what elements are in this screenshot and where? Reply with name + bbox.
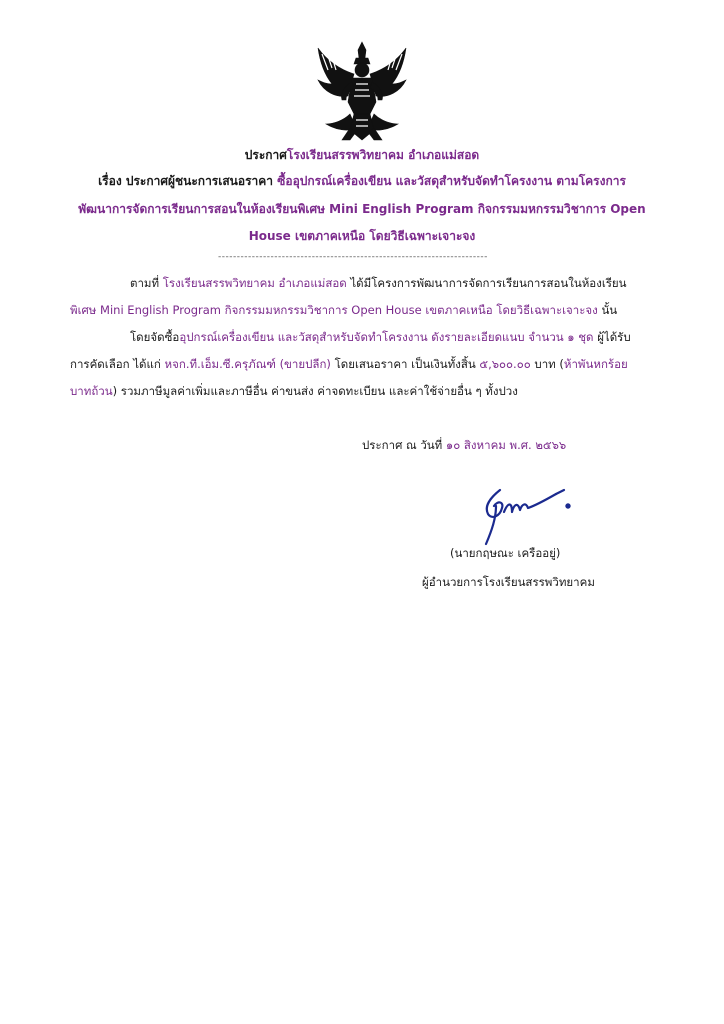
signature-icon: [470, 484, 580, 548]
date-label: ประกาศ ณ วันที่: [362, 438, 443, 452]
price-amount: ๕,๖๐๐.๐๐: [479, 357, 531, 371]
body-text: ตามที่: [130, 276, 160, 290]
body-item-detail: อุปกรณ์เครื่องเขียน และวัสดุสำหรับจัดทำโครงงาน ดังรายละเอียดแนบ จำนวน ๑ ชุด: [179, 330, 594, 344]
price-in-words-end: บาทถ้วน: [70, 384, 113, 398]
subject-line-3: House เขตภาคเหนือ โดยวิธีเฉพาะเจาะจง: [248, 229, 476, 243]
body-text: ) รวมภาษีมูลค่าเพิ่มและภาษีอื่น ค่าขนส่ง ค่าจดทะเบียน และค่าใช้จ่ายอื่น ๆ ทั้งปวง: [112, 384, 518, 398]
body-project-name: พิเศษ Mini English Program กิจกรรมมหกรรมวิชาการ Open House เขตภาคเหนือ โดยวิธีเฉพาะเจาะจง: [70, 303, 598, 317]
school-name: โรงเรียนสรรพวิทยาคม อำเภอแม่สอด: [286, 148, 480, 162]
price-in-words: ห้าพันหกร้อย: [563, 357, 628, 371]
announcement-date: ๑๐ สิงหาคม พ.ศ. ๒๕๖๖: [445, 438, 567, 452]
signatory-position: ผู้อำนวยการโรงเรียนสรรพวิทยาคม: [422, 575, 595, 589]
subject-detail: ซื้ออุปกรณ์เครื่องเขียน และวัสดุสำหรับจัดทำโครงงาน ตามโครงการ: [277, 174, 626, 188]
subject-prefix: เรื่อง ประกาศผู้ชนะการเสนอราคา: [98, 174, 274, 188]
title-prefix: ประกาศ: [244, 148, 287, 162]
subject-line-2: พัฒนาการจัดการเรียนการสอนในห้องเรียนพิเศษ Mini English Program กิจกรรมมหกรรมวิชาการ Open: [78, 202, 646, 216]
body-line-4: [70, 356, 628, 374]
announcement-date-line: [362, 437, 566, 455]
announcement-title: [60, 146, 664, 165]
winner-name: หจก.ที.เอ็ม.ซี.ครุภัณฑ์ (ขายปลีก): [164, 357, 331, 371]
signatory-name: (นายกฤษณะ เครืออยู่): [450, 546, 561, 560]
body-text: นั้น: [601, 303, 618, 317]
body-text: การคัดเลือก ได้แก่: [70, 357, 161, 371]
body-text: ผู้ได้รับ: [597, 330, 631, 344]
body-line-1: [130, 275, 627, 293]
body-text: บาท (: [534, 357, 564, 371]
subject-line-1: [60, 172, 664, 191]
body-text: โดยจัดซื้อ: [130, 330, 180, 344]
body-text: โดยเสนอราคา เป็นเงินทั้งสิ้น: [334, 357, 476, 371]
body-line-2: [70, 302, 617, 320]
body-line-5: [70, 383, 518, 401]
separator-line: ------------------------------------------------------------------------: [218, 252, 488, 262]
body-text: ได้มีโครงการพัฒนาการจัดการเรียนการสอนในห้องเรียน: [350, 276, 627, 290]
body-school-name: โรงเรียนสรรพวิทยาคม อำเภอแม่สอด: [162, 276, 347, 290]
body-line-3: [130, 329, 631, 347]
garuda-emblem-icon: [314, 40, 410, 144]
